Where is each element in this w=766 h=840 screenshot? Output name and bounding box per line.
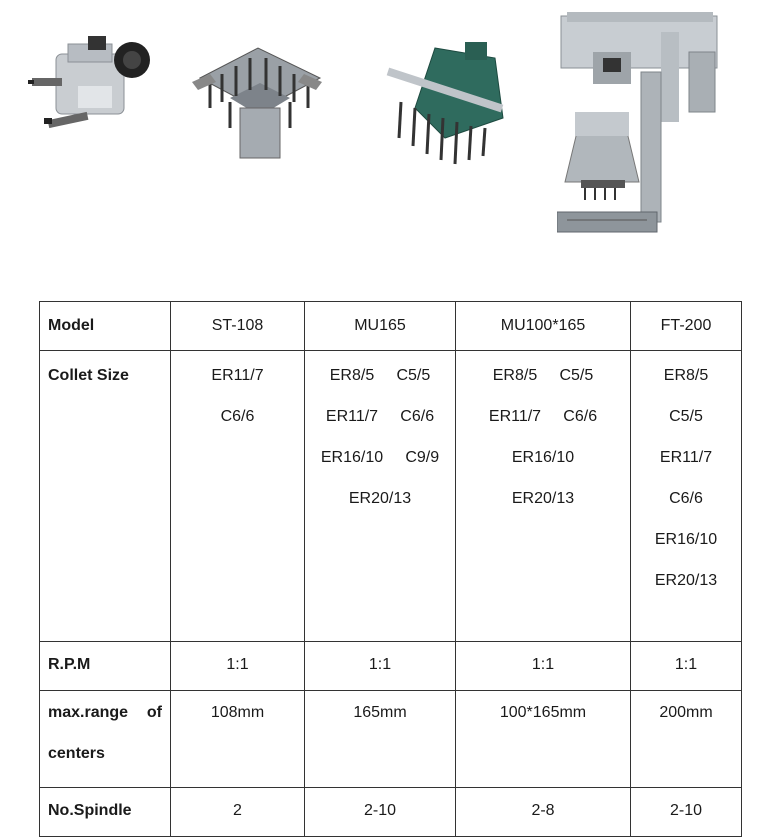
- rpm-cell: 1:1: [305, 642, 456, 691]
- spindle-cell: 2-10: [631, 788, 742, 837]
- range-cell: 165mm: [305, 691, 456, 788]
- model-cell: MU165: [305, 302, 456, 351]
- model-cell: FT-200: [631, 302, 742, 351]
- rpm-cell: 1:1: [631, 642, 742, 691]
- spindle-cell: 2-10: [305, 788, 456, 837]
- collet-cell: ER8/5 C5/5 ER11/7 C6/6 ER16/10 C9/9 ER20/13: [305, 351, 456, 642]
- model-cell: MU100*165: [456, 302, 631, 351]
- product-photo-mu100x165: [385, 28, 517, 173]
- row-label-spindle: No.Spindle: [40, 788, 171, 837]
- product-photo-st108: [28, 26, 160, 144]
- collet-cell: ER8/5 C5/5 ER11/7 C6/6 ER16/10 ER20/13: [456, 351, 631, 642]
- spindle-cell: 2: [171, 788, 305, 837]
- row-label-model: Model: [40, 302, 171, 351]
- spindle-cell: 2-8: [456, 788, 631, 837]
- collet-cell: ER11/7 C6/6: [171, 351, 305, 642]
- row-label-range: max.range of centers: [40, 691, 171, 788]
- spec-table: [39, 301, 742, 837]
- range-cell: 108mm: [171, 691, 305, 788]
- model-cell: ST-108: [171, 302, 305, 351]
- table-row: [40, 691, 742, 788]
- product-photo-mu165: [180, 38, 335, 168]
- table-row: [40, 642, 742, 691]
- table-row: [40, 302, 742, 351]
- product-photo-ft200: [557, 12, 721, 234]
- table-row: [40, 788, 742, 837]
- range-cell: 100*165mm: [456, 691, 631, 788]
- range-cell: 200mm: [631, 691, 742, 788]
- rpm-cell: 1:1: [171, 642, 305, 691]
- row-label-rpm: R.P.M: [40, 642, 171, 691]
- collet-cell: ER8/5 C5/5 ER11/7 C6/6 ER16/10 ER20/13: [631, 351, 742, 642]
- rpm-cell: 1:1: [456, 642, 631, 691]
- table-row: [40, 351, 742, 642]
- row-label-collet: Collet Size: [40, 351, 171, 642]
